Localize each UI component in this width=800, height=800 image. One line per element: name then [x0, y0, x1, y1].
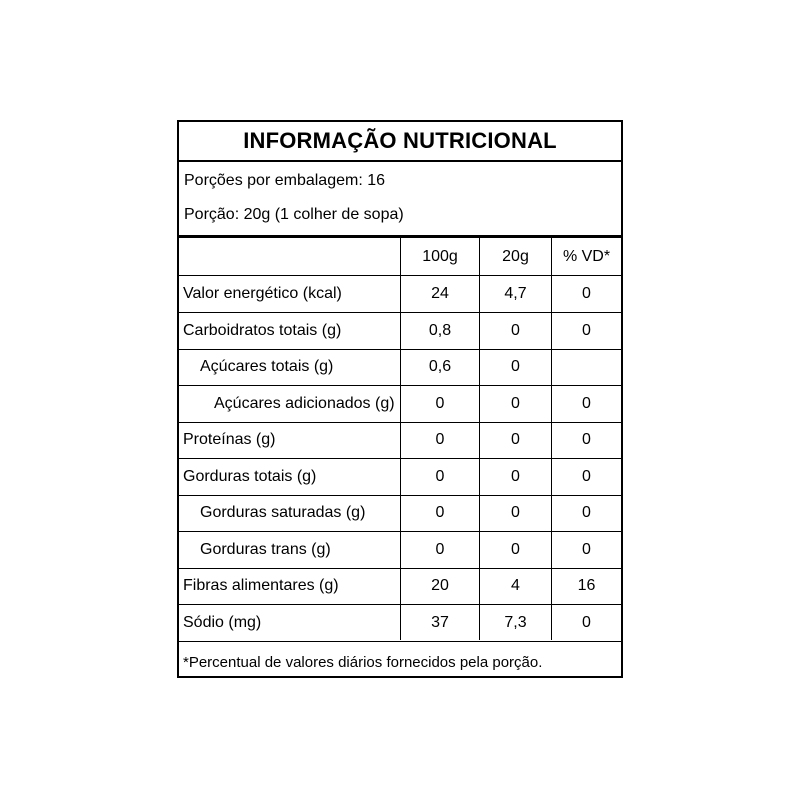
- nutrient-name: Sódio (mg): [183, 613, 262, 631]
- value-vd: 0: [582, 467, 591, 485]
- nutrient-name: Proteínas (g): [183, 431, 276, 448]
- nutrient-name: Fibras alimentares (g): [183, 577, 339, 594]
- header-cell-100g: 100g: [422, 248, 458, 265]
- value-100g: 0,6: [428, 358, 452, 375]
- value-vd: 0: [582, 285, 591, 302]
- nutrient-name: Valor energético (kcal): [183, 285, 342, 302]
- value-20g: 4,7: [504, 285, 527, 302]
- header-cell-20g: 20g: [502, 248, 529, 265]
- value-20g: 7,3: [504, 613, 527, 631]
- value-100g: 0: [435, 431, 445, 448]
- footnote: *Percentual de valores diários fornecidos pela porção.: [183, 654, 543, 671]
- nutrient-name: Açúcares adicionados (g): [214, 394, 395, 412]
- value-vd: 0: [582, 394, 591, 412]
- column-divider: [551, 238, 552, 640]
- header-cell-vd: % VD*: [562, 248, 611, 265]
- nutrition-facts-label: [177, 120, 623, 678]
- value-vd: 0: [582, 431, 591, 448]
- nutrient-name: Gorduras saturadas (g): [200, 504, 366, 521]
- value-100g: 37: [431, 613, 449, 631]
- nutrient-name: Gorduras trans (g): [200, 540, 331, 558]
- value-20g: 0: [511, 467, 520, 485]
- value-100g: 0: [435, 504, 445, 521]
- value-20g: 0: [511, 358, 520, 375]
- nutrient-name: Carboidratos totais (g): [183, 321, 342, 339]
- value-100g: 0: [435, 467, 445, 485]
- serving-size: Porção: 20g (1 colher de sopa): [184, 206, 404, 223]
- value-100g: 20: [431, 577, 449, 594]
- value-vd: [552, 348, 621, 385]
- column-divider: [479, 238, 480, 640]
- value-vd: 16: [577, 577, 596, 594]
- column-divider: [400, 238, 401, 640]
- value-vd: 0: [582, 504, 591, 521]
- servings-per-package: Porções por embalagem: 16: [184, 172, 385, 189]
- value-vd: 0: [582, 540, 591, 558]
- value-20g: 0: [511, 394, 520, 412]
- label-title: INFORMAÇÃO NUTRICIONAL: [179, 122, 621, 162]
- nutrient-name: Açúcares totais (g): [200, 358, 334, 375]
- value-vd: 0: [582, 613, 591, 631]
- value-100g: 0: [435, 394, 445, 412]
- value-100g: 0: [435, 540, 445, 558]
- value-100g: 0,8: [428, 321, 452, 339]
- value-20g: 0: [511, 504, 520, 521]
- value-20g: 0: [511, 321, 520, 339]
- header-cell-nutrient: [179, 238, 400, 275]
- value-vd: 0: [582, 321, 591, 339]
- nutrient-name: Gorduras totais (g): [183, 467, 317, 485]
- value-20g: 0: [511, 431, 520, 448]
- value-20g: 4: [511, 577, 520, 594]
- value-20g: 0: [511, 540, 520, 558]
- value-100g: 24: [431, 285, 449, 302]
